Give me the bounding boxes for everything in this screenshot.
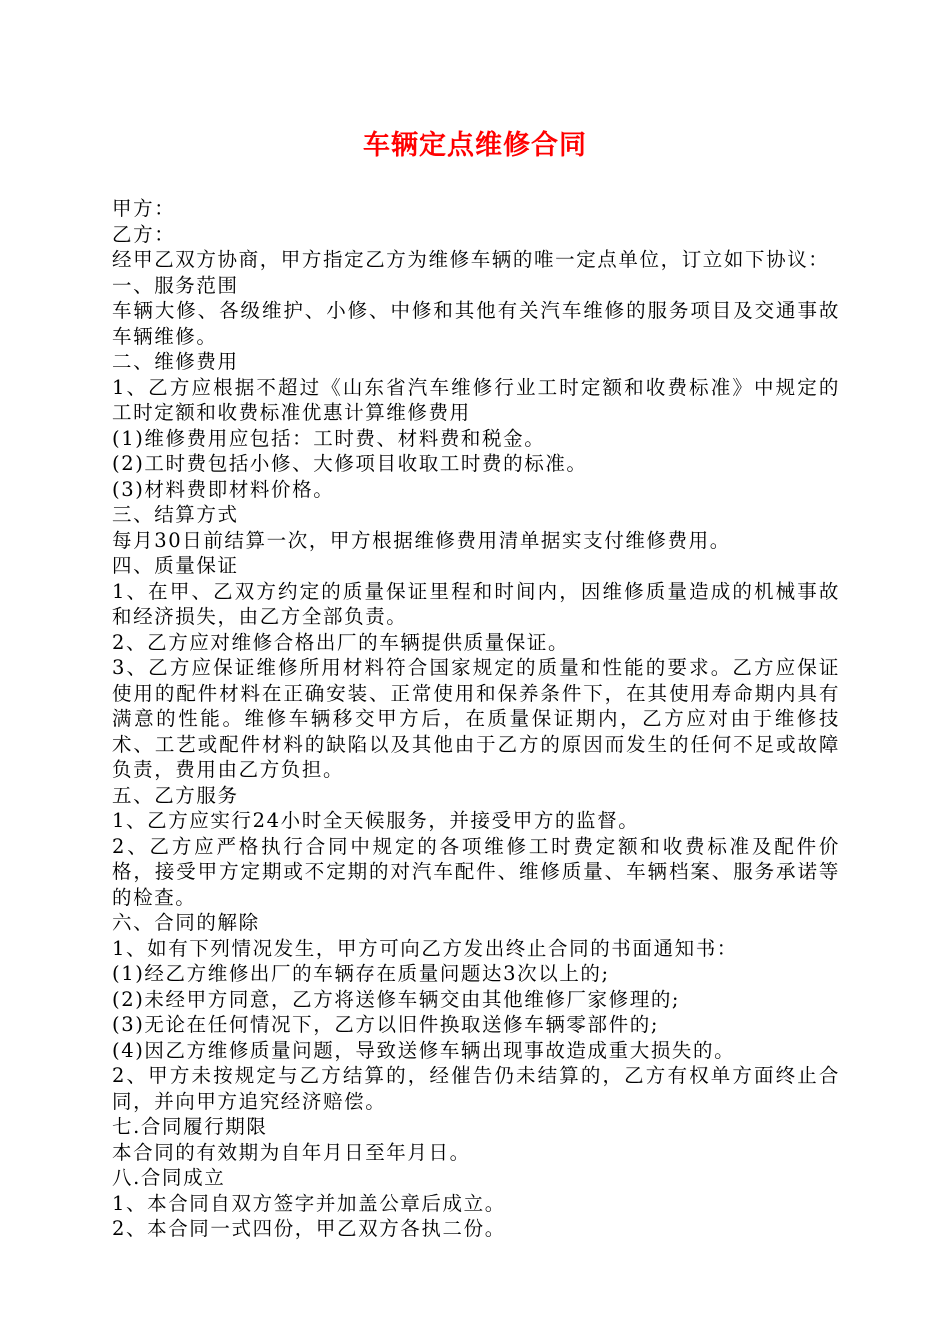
- clause-paragraph: 1、本合同自双方签字并加盖公章后成立。: [112, 1191, 506, 1215]
- section-heading-service: 五、乙方服务: [112, 783, 239, 807]
- clause-paragraph: 1、如有下列情况发生，甲方可向乙方发出终止合同的书面通知书：: [112, 936, 738, 960]
- section-heading-quality: 四、质量保证: [112, 554, 239, 577]
- clause-paragraph: 2、甲方未按规定与乙方结算的，经催告仍未结算的，乙方有权单方面终止合同，并向甲方追究经济赔偿。: [112, 1064, 840, 1113]
- clause-paragraph: 1、乙方应实行24小时全天候服务，并接受甲方的监督。: [112, 809, 640, 832]
- sub-clause: (1)维修费用应包括：工时费、材料费和税金。: [112, 426, 546, 450]
- section-heading-termination: 六、合同的解除: [112, 911, 260, 934]
- section-heading-repair-fees: 二、维修费用: [112, 350, 239, 373]
- clause-paragraph: 2、本合同一式四份，甲乙双方各执二份。: [112, 1217, 506, 1240]
- section-heading-formation: 八.合同成立: [112, 1166, 226, 1189]
- clause-paragraph: 3、乙方应保证维修所用材料符合国家规定的质量和性能的要求。乙方应保证使用的配件材料在正确安装、正常使用和保养条件下，在其使用寿命期内具有满意的性能。维修车辆移交甲方后，在质量保证期内，乙方应对由于维修技术、工艺或配件材料的缺陷以及其他由于乙方的原因而发生的任何不足或故障负责，费用由乙方负担。: [112, 656, 840, 781]
- section-heading-settlement: 三、结算方式: [112, 503, 239, 526]
- section-heading-term: 七.合同履行期限: [112, 1115, 268, 1138]
- party-b-line: 乙方：: [112, 222, 176, 246]
- sub-clause: (2)未经甲方同意，乙方将送修车辆交由其他维修厂家修理的;: [112, 987, 681, 1011]
- body-paragraph: 每月30日前结算一次，甲方根据维修费用清单据实支付维修费用。: [112, 528, 731, 552]
- body-paragraph: 车辆大修、各级维护、小修、中修和其他有关汽车维修的服务项目及交通事故车辆维修。: [112, 299, 840, 348]
- sub-clause: (1)经乙方维修出厂的车辆存在质量问题达3次以上的;: [112, 962, 610, 985]
- intro-paragraph: 经甲乙双方协商，甲方指定乙方为维修车辆的唯一定点单位，订立如下协议：: [112, 248, 830, 271]
- clause-paragraph: 1、在甲、乙双方约定的质量保证里程和时间内，因维修质量造成的机械事故和经济损失，由乙方全部负责。: [112, 579, 840, 628]
- sub-clause: (3)无论在任何情况下，乙方以旧件换取送修车辆零部件的;: [112, 1013, 659, 1036]
- body-paragraph: 本合同的有效期为自年月日至年月日。: [112, 1140, 471, 1164]
- document-body: [112, 196, 840, 1242]
- sub-clause: (3)材料费即材料价格。: [112, 477, 335, 501]
- clause-paragraph: 1、乙方应根据不超过《山东省汽车维修行业工时定额和收费标准》中规定的工时定额和收费标准优惠计算维修费用: [112, 375, 840, 424]
- sub-clause: (2)工时费包括小修、大修项目收取工时费的标准。: [112, 452, 588, 475]
- document-title: 车辆定点维修合同: [363, 130, 587, 161]
- clause-paragraph: 2、乙方应对维修合格出厂的车辆提供质量保证。: [112, 630, 570, 654]
- party-a-line: 甲方：: [112, 197, 176, 220]
- clause-paragraph: 2、乙方应严格执行合同中规定的各项维修工时费定额和收费标准及配件价格，接受甲方定期或不定期的对汽车配件、维修质量、车辆档案、服务承诺等的检查。: [112, 834, 840, 909]
- section-heading-service-scope: 一、服务范围: [112, 273, 239, 297]
- sub-clause: (4)因乙方维修质量问题，导致送修车辆出现事故造成重大损失的。: [112, 1038, 736, 1062]
